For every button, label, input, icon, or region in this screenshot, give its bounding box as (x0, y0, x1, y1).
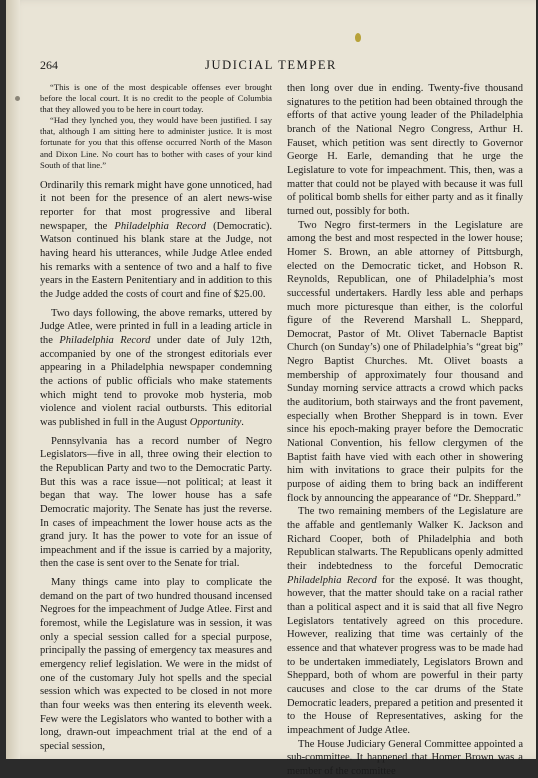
left-column (40, 82, 272, 754)
text-run: (Democratic). Watson continued his blank stare at the Judge, not having heard his utterances, while Judge Atlee ended his remarks with a sentence of two and a half to five years in the Eastern Penitentiary and in addition to this the Judge added the costs of court and fine of $25.00. (40, 221, 272, 300)
text-run: . (241, 417, 244, 428)
text-run: for the exposé. It was thought, however, that the matter should take on a racial rather than a political aspect and it is said that all five Negro Legislators tentatively agreed on this procedure. However, realizing that time was certainly of the essence and that whatever progress was to be made had to be undertaken immediately, Legislators Brown and Sheppard, both of whom are powerful in their party caucuses and close to the car drums of the State Democratic leaders, prepared a petition and presented it to the House of Representatives, asking for the impeachment of Judge Atlee. (287, 575, 523, 736)
page-number: 264 (40, 58, 58, 73)
body-paragraph (40, 307, 272, 430)
ornament-mark (355, 33, 361, 42)
journal-page (6, 0, 536, 759)
quote-paragraph: “This is one of the most despicable offenses ever brought before the local court. It is no credit to the people of Columbia that they allowed you to be here in court today. (40, 82, 272, 115)
body-paragraph (40, 179, 272, 302)
body-paragraph: The House Judiciary General Committee appointed a sub-committee. It happened that Homer Brown was a member of the committee (287, 738, 523, 778)
body-paragraph: Pennsylvania has a record number of Negro Legislators—five in all, three owing their election to the Republican Party and two to the Democratic Party. But this was a race issue—not political; at least it began that way. The lower house has a safe Democratic majority. The Senate has just the reverse. In cases of impeachment the lower house acts as the grand jury. It has the power to vote for an issue of impeachment and if the issue is carried by a majority, then the case is sent over to the Senate for trial. (40, 435, 272, 572)
body-paragraph: then long over due in ending. Twenty-five thousand signatures to the petition had been obtained through the efforts of that active young leader of the Philadelphia branch of the National Negro Congress, Arthur H. Fauset, which petition was sent directly to Governor George H. Earle, demanding that he urge the Legislature to vote for impeachment. This, then, was a matter that could not be played with because it was full of political bomb shells for either party and as it finally turned out, possibly for both. (287, 82, 523, 219)
margin-mark (15, 96, 20, 101)
text-run: under date of July 12th, accompanied by one of the strongest editorials ever appearing in a Philadelphia newspaper condemning the actions of public officials who make statements which might tend to provoke mob hysteria, mob violence and violent racial outbursts. This editorial was published in full in the August (40, 335, 272, 428)
newspaper-title: Philadelphia Record (114, 221, 206, 232)
body-paragraph (287, 505, 523, 737)
right-column (287, 82, 523, 778)
page-header (6, 58, 536, 76)
text-run: The two remaining members of the Legislature are the affable and gentlemanly Walker K. Jackson and Richard Cooper, both of Philadelphia and both Republican stalwarts. The Republicans openly admitted their indebtedness to the forceful Democratic (287, 506, 523, 572)
block-quote (40, 82, 272, 171)
text-run: Ordinarily this remark might have gone unnoticed, had it not been for the presence of an alert news-wise reporter for that most progressive and liberal newspaper, the (40, 180, 272, 232)
newspaper-title: Philadelphia Record (59, 335, 150, 346)
newspaper-title: Philadelphia Record (287, 575, 377, 586)
text-run: Two days following, the above remarks, uttered by Judge Atlee, were printed in full in a leading article in the (40, 308, 272, 346)
running-head: JUDICIAL TEMPER (6, 58, 536, 73)
quote-paragraph: “Had they lynched you, they would have been justified. I say that, although I am sitting here to administer justice. It is most fortunate for you that this offense occurred North of the Mason and Dixon Line. No court has to bother with cases of your kind South of that line.” (40, 115, 272, 170)
body-paragraph: Two Negro first-termers in the Legislature are among the best and most respected in the lower house; Homer S. Brown, an able attorney of Pittsburgh, elected on the Democratic ticket, and Hobson R. Reynolds, Republican, one of Philadelphia’s most successful undertakers. Hardly less able and perhaps much more picturesque than either, is the colorful figure of the Reverend Marshall L. Sheppard, Democrat, Pastor of Mt. Olivet Tabernacle Baptist Church (on Sunday’s) one of Philadelphia’s “great big” Negro Baptist Churches. Mt. Olivet boasts a membership of approximately four thousand and Sunday morning service attracts a crowd which packs the auditorium, both stairways and the front pavement, especially when Brother Sheppard is in town. Ever since his epoch-making prayer before the Democratic National Convention, his fellow clergymen of the Baptist faith have vied with each other in showering him with invitations to grace their pulpits for the purpose of aiding them to bring back an indifferent flock by announcing the appearance of “Dr. Sheppard.” (287, 219, 523, 506)
body-paragraph: Many things came into play to complicate the demand on the part of two hundred thousand incensed Negroes for the impeachment of Judge Atlee. First and foremost, while the Legislature was in session, it was only a special session called for a special purpose, principally the passing of emergency tax measures and emergency relief legislation. We were in the midst of one of the customary July hot spells and the special session which was expected to be closed in not more than four weeks was then entering its eleventh week. Few were the Legislators who wanted to bother with a long, drawn-out impeachment trial at the end of a special session, (40, 576, 272, 754)
page-gutter (6, 0, 20, 759)
magazine-title: Opportunity (190, 417, 242, 428)
